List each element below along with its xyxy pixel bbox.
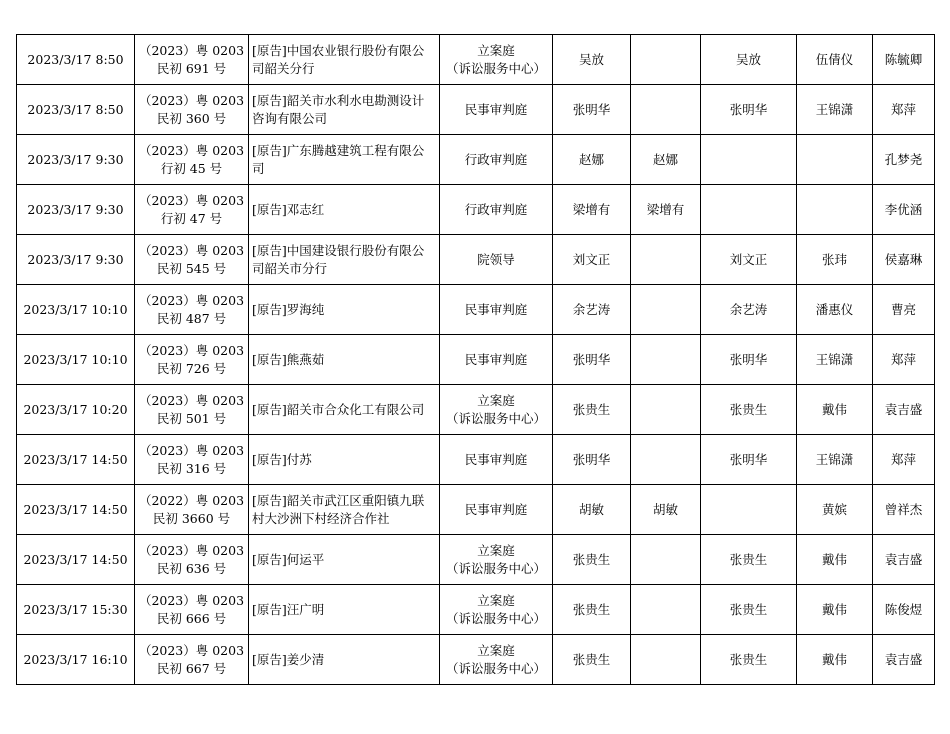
case-number-line2: 民初 487 号 (156, 310, 227, 326)
table-row (17, 285, 935, 335)
hearing-time-cell (17, 35, 135, 85)
clerk-cell (873, 535, 935, 585)
judge-assistant-cell (797, 585, 873, 635)
hearing-time: 2023/3/17 10:20 (23, 401, 128, 417)
court-division-line1: 立案庭 (477, 42, 515, 58)
presiding-judge-cell (553, 235, 631, 285)
presiding-judge: 胡敏 (578, 501, 604, 517)
court-division-line1: 立案庭 (477, 392, 515, 408)
judge-assistant: 王锦潇 (815, 101, 854, 117)
court-division-line2: （诉讼服务中心） (445, 410, 546, 426)
judge-assistant: 王锦潇 (815, 351, 854, 367)
case-number-cell (135, 235, 249, 285)
clerk-cell (873, 235, 935, 285)
court-clerk: 郑萍 (890, 101, 916, 117)
court-division-line1: 民事审判庭 (464, 351, 528, 367)
judge-assistant: 戴伟 (821, 551, 847, 567)
case-number-cell (135, 135, 249, 185)
clerk-cell (873, 35, 935, 85)
clerk-cell (873, 185, 935, 235)
hearing-time-cell (17, 85, 135, 135)
judge-assistant-cell (797, 485, 873, 535)
hearing-time-cell (17, 485, 135, 535)
undertaking-judge-cell (701, 585, 797, 635)
undertaking-judge-cell (701, 285, 797, 335)
judge-assistant-cell (797, 35, 873, 85)
case-number-cell (135, 535, 249, 585)
judge-assistant: 伍倩仪 (815, 51, 854, 67)
sole-judge: 胡敏 (652, 501, 678, 517)
sole-judge-cell (631, 485, 701, 535)
case-number-cell (135, 585, 249, 635)
case-number-line1: （2023）粤 0203 (138, 292, 245, 308)
table-row (17, 535, 935, 585)
hearing-time: 2023/3/17 16:10 (23, 651, 128, 667)
judge-assistant-cell (797, 285, 873, 335)
case-number-cell (135, 35, 249, 85)
presiding-judge-cell (553, 585, 631, 635)
party-name: [原告]姜少清 (252, 651, 325, 667)
judge-assistant-cell (797, 435, 873, 485)
judge-assistant-cell (797, 235, 873, 285)
party-name: [原告]熊燕茹 (252, 351, 325, 367)
court-division-line1: 民事审判庭 (464, 101, 528, 117)
party-name: [原告]广东腾越建筑工程有限公司 (252, 142, 425, 176)
court-clerk: 陈毓卿 (884, 51, 923, 67)
judge-assistant: 张玮 (821, 251, 847, 267)
sole-judge-cell (631, 85, 701, 135)
undertaking-judge: 吴放 (735, 51, 761, 67)
court-division-line1: 立案庭 (477, 592, 515, 608)
judge-assistant: 潘惠仪 (815, 301, 854, 317)
presiding-judge-cell (553, 185, 631, 235)
party-cell (249, 85, 440, 135)
court-division-cell (440, 135, 553, 185)
presiding-judge-cell (553, 535, 631, 585)
hearing-time-cell (17, 135, 135, 185)
presiding-judge: 张贵生 (572, 551, 611, 567)
presiding-judge-cell (553, 635, 631, 685)
party-name: [原告]汪广明 (252, 601, 325, 617)
party-cell (249, 585, 440, 635)
court-division-line1: 院领导 (477, 251, 515, 267)
case-number-line1: （2022）粤 0203 (138, 492, 245, 508)
judge-assistant-cell (797, 185, 873, 235)
presiding-judge: 余艺涛 (572, 301, 611, 317)
party-name: [原告]何运平 (252, 551, 325, 567)
undertaking-judge-cell (701, 485, 797, 535)
sole-judge: 赵娜 (652, 151, 678, 167)
undertaking-judge-cell (701, 435, 797, 485)
judge-assistant-cell (797, 535, 873, 585)
presiding-judge: 吴放 (578, 51, 604, 67)
clerk-cell (873, 585, 935, 635)
party-name: [原告]韶关市武江区重阳镇九联村大沙洲下村经济合作社 (252, 492, 425, 526)
court-clerk: 孔梦尧 (884, 151, 923, 167)
court-clerk: 侯嘉琳 (884, 251, 923, 267)
undertaking-judge-cell (701, 35, 797, 85)
presiding-judge: 赵娜 (578, 151, 604, 167)
schedule-rows (17, 35, 935, 685)
party-cell (249, 335, 440, 385)
court-clerk: 陈俊煜 (884, 601, 923, 617)
case-number-line2: 民初 636 号 (156, 560, 227, 576)
clerk-cell (873, 335, 935, 385)
court-clerk: 曹亮 (890, 301, 916, 317)
party-cell (249, 535, 440, 585)
court-division-cell (440, 585, 553, 635)
hearing-time-cell (17, 635, 135, 685)
party-cell (249, 485, 440, 535)
presiding-judge: 张明华 (572, 451, 611, 467)
case-number-line2: 民初 501 号 (156, 410, 227, 426)
case-number-line2: 民初 667 号 (156, 660, 227, 676)
clerk-cell (873, 85, 935, 135)
case-number-line2: 民初 316 号 (156, 460, 227, 476)
court-division-cell (440, 535, 553, 585)
party-name: [原告]罗海纯 (252, 301, 325, 317)
case-number-line1: （2023）粤 0203 (138, 92, 245, 108)
sole-judge-cell (631, 635, 701, 685)
court-division-line1: 立案庭 (477, 542, 515, 558)
court-division-cell (440, 435, 553, 485)
sole-judge-cell (631, 535, 701, 585)
court-division-cell (440, 485, 553, 535)
court-division-cell (440, 635, 553, 685)
undertaking-judge-cell (701, 235, 797, 285)
court-division-line1: 民事审判庭 (464, 501, 528, 517)
table-row (17, 635, 935, 685)
presiding-judge-cell (553, 385, 631, 435)
case-number-cell (135, 335, 249, 385)
party-name: [原告]中国农业银行股份有限公司韶关分行 (252, 42, 425, 76)
case-number-cell (135, 185, 249, 235)
court-division-cell (440, 385, 553, 435)
court-division-line1: 民事审判庭 (464, 451, 528, 467)
case-number-cell (135, 635, 249, 685)
hearing-time: 2023/3/17 14:50 (23, 501, 128, 517)
table-row (17, 135, 935, 185)
hearing-time-cell (17, 235, 135, 285)
undertaking-judge: 张贵生 (729, 401, 768, 417)
judge-assistant-cell (797, 335, 873, 385)
presiding-judge: 张贵生 (572, 651, 611, 667)
undertaking-judge: 余艺涛 (729, 301, 768, 317)
hearing-time-cell (17, 285, 135, 335)
hearing-time: 2023/3/17 14:50 (23, 451, 128, 467)
case-number-line1: （2023）粤 0203 (138, 642, 245, 658)
presiding-judge: 张贵生 (572, 601, 611, 617)
judge-assistant: 戴伟 (821, 401, 847, 417)
court-division-line1: 立案庭 (477, 642, 515, 658)
court-division-line1: 行政审判庭 (464, 151, 528, 167)
sole-judge-cell (631, 585, 701, 635)
party-name: [原告]付苏 (252, 451, 312, 467)
case-number-line1: （2023）粤 0203 (138, 192, 245, 208)
court-division-cell (440, 35, 553, 85)
sole-judge-cell (631, 135, 701, 185)
party-name: [原告]邓志红 (252, 201, 325, 217)
court-division-cell (440, 335, 553, 385)
party-name: [原告]韶关市合众化工有限公司 (252, 401, 425, 417)
party-cell (249, 135, 440, 185)
hearing-time-cell (17, 585, 135, 635)
presiding-judge: 刘文正 (572, 251, 611, 267)
table-row (17, 35, 935, 85)
case-number-line2: 民初 360 号 (156, 110, 227, 126)
judge-assistant-cell (797, 385, 873, 435)
hearing-time: 2023/3/17 9:30 (27, 201, 124, 217)
presiding-judge: 张贵生 (572, 401, 611, 417)
table-row (17, 185, 935, 235)
case-number-line2: 民初 3660 号 (152, 510, 231, 526)
court-division-line2: （诉讼服务中心） (445, 610, 546, 626)
court-division-cell (440, 285, 553, 335)
party-cell (249, 435, 440, 485)
clerk-cell (873, 635, 935, 685)
clerk-cell (873, 485, 935, 535)
presiding-judge-cell (553, 435, 631, 485)
hearing-time: 2023/3/17 8:50 (27, 101, 124, 117)
party-cell (249, 635, 440, 685)
case-number-line2: 民初 726 号 (156, 360, 227, 376)
judge-assistant: 黄嫔 (821, 501, 847, 517)
clerk-cell (873, 385, 935, 435)
table-row (17, 485, 935, 535)
undertaking-judge-cell (701, 185, 797, 235)
party-cell (249, 185, 440, 235)
court-division-line2: （诉讼服务中心） (445, 660, 546, 676)
case-number-line1: （2023）粤 0203 (138, 242, 245, 258)
hearing-time: 2023/3/17 9:30 (27, 151, 124, 167)
table-row (17, 385, 935, 435)
hearing-time-cell (17, 185, 135, 235)
presiding-judge-cell (553, 35, 631, 85)
undertaking-judge-cell (701, 335, 797, 385)
undertaking-judge: 张贵生 (729, 551, 768, 567)
case-number-line1: （2023）粤 0203 (138, 442, 245, 458)
judge-assistant: 王锦潇 (815, 451, 854, 467)
case-number-cell (135, 385, 249, 435)
undertaking-judge: 刘文正 (729, 251, 768, 267)
clerk-cell (873, 135, 935, 185)
court-division-line2: （诉讼服务中心） (445, 560, 546, 576)
court-clerk: 曾祥杰 (884, 501, 923, 517)
party-name: [原告]中国建设银行股份有限公司韶关市分行 (252, 242, 425, 276)
hearing-time: 2023/3/17 15:30 (23, 601, 128, 617)
undertaking-judge: 张明华 (729, 351, 768, 367)
case-number-line2: 民初 545 号 (156, 260, 227, 276)
case-number-line1: （2023）粤 0203 (138, 392, 245, 408)
court-clerk: 李优涵 (884, 201, 923, 217)
court-schedule-table (16, 34, 935, 685)
court-clerk: 郑萍 (890, 351, 916, 367)
judge-assistant-cell (797, 635, 873, 685)
court-division-line2: （诉讼服务中心） (445, 60, 546, 76)
hearing-time: 2023/3/17 10:10 (23, 301, 128, 317)
sole-judge-cell (631, 235, 701, 285)
case-number-line1: （2023）粤 0203 (138, 142, 245, 158)
court-division-cell (440, 85, 553, 135)
court-division-line1: 民事审判庭 (464, 301, 528, 317)
presiding-judge-cell (553, 85, 631, 135)
case-number-cell (135, 85, 249, 135)
hearing-time: 2023/3/17 9:30 (27, 251, 124, 267)
case-number-cell (135, 435, 249, 485)
undertaking-judge: 张贵生 (729, 601, 768, 617)
presiding-judge-cell (553, 135, 631, 185)
court-clerk: 袁吉盛 (884, 551, 923, 567)
presiding-judge-cell (553, 335, 631, 385)
undertaking-judge-cell (701, 85, 797, 135)
sole-judge: 梁增有 (646, 201, 685, 217)
sole-judge-cell (631, 35, 701, 85)
undertaking-judge: 张贵生 (729, 651, 768, 667)
party-cell (249, 285, 440, 335)
undertaking-judge-cell (701, 385, 797, 435)
table-row (17, 85, 935, 135)
court-clerk: 郑萍 (890, 451, 916, 467)
case-number-line1: （2023）粤 0203 (138, 42, 245, 58)
judge-assistant-cell (797, 135, 873, 185)
undertaking-judge-cell (701, 635, 797, 685)
clerk-cell (873, 285, 935, 335)
clerk-cell (873, 435, 935, 485)
court-division-line1: 行政审判庭 (464, 201, 528, 217)
undertaking-judge: 张明华 (729, 101, 768, 117)
sole-judge-cell (631, 385, 701, 435)
hearing-time: 2023/3/17 10:10 (23, 351, 128, 367)
case-number-line2: 行初 47 号 (160, 210, 223, 226)
table-row (17, 335, 935, 385)
judge-assistant: 戴伟 (821, 601, 847, 617)
party-cell (249, 35, 440, 85)
sole-judge-cell (631, 185, 701, 235)
court-division-cell (440, 185, 553, 235)
case-number-cell (135, 485, 249, 535)
court-clerk: 袁吉盛 (884, 651, 923, 667)
case-number-line2: 民初 666 号 (156, 610, 227, 626)
hearing-time-cell (17, 385, 135, 435)
case-number-line1: （2023）粤 0203 (138, 592, 245, 608)
judge-assistant-cell (797, 85, 873, 135)
case-number-line1: （2023）粤 0203 (138, 342, 245, 358)
sole-judge-cell (631, 335, 701, 385)
hearing-time-cell (17, 435, 135, 485)
table-row (17, 435, 935, 485)
table-row (17, 585, 935, 635)
sole-judge-cell (631, 285, 701, 335)
undertaking-judge-cell (701, 535, 797, 585)
sole-judge-cell (631, 435, 701, 485)
party-cell (249, 385, 440, 435)
undertaking-judge-cell (701, 135, 797, 185)
presiding-judge: 张明华 (572, 101, 611, 117)
presiding-judge-cell (553, 485, 631, 535)
hearing-time-cell (17, 535, 135, 585)
presiding-judge: 张明华 (572, 351, 611, 367)
case-number-line2: 行初 45 号 (160, 160, 223, 176)
judge-assistant: 戴伟 (821, 651, 847, 667)
table-row (17, 235, 935, 285)
hearing-time: 2023/3/17 8:50 (27, 51, 124, 67)
hearing-time-cell (17, 335, 135, 385)
party-name: [原告]韶关市水利水电勘测设计咨询有限公司 (252, 92, 425, 126)
presiding-judge: 梁增有 (572, 201, 611, 217)
party-cell (249, 235, 440, 285)
hearing-time: 2023/3/17 14:50 (23, 551, 128, 567)
case-number-line1: （2023）粤 0203 (138, 542, 245, 558)
case-number-cell (135, 285, 249, 335)
case-number-line2: 民初 691 号 (156, 60, 227, 76)
presiding-judge-cell (553, 285, 631, 335)
undertaking-judge: 张明华 (729, 451, 768, 467)
court-clerk: 袁吉盛 (884, 401, 923, 417)
court-division-cell (440, 235, 553, 285)
